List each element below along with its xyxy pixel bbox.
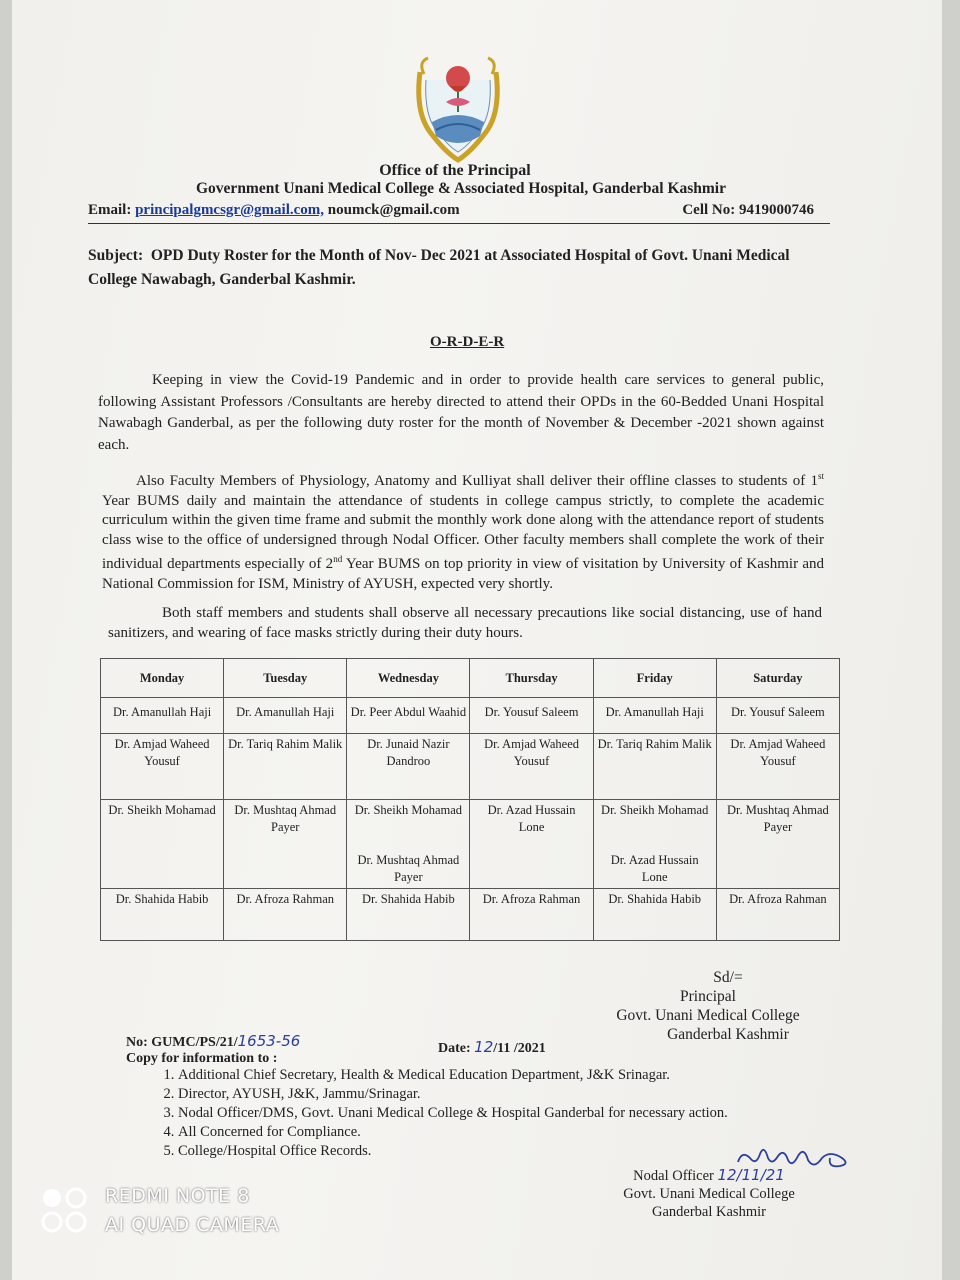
roster-cell: Dr. Sheikh Mohamad [593, 800, 716, 850]
roster-cell: Dr. Shahida Habib [347, 888, 470, 940]
table-row [101, 888, 840, 940]
signatory-place: Ganderbal Kashmir [667, 1026, 789, 1043]
order-date: Date: 12/11 /2021 [438, 1038, 546, 1056]
roster-cell: Dr. Mushtaq Ahmad Payer [716, 800, 839, 850]
table-row [101, 800, 840, 850]
camera-watermark-icon [40, 1186, 90, 1234]
email-label: Email: [88, 202, 132, 218]
day-header: Monday [101, 659, 224, 698]
list-item: 5. College/Hospital Office Records. [178, 1142, 878, 1161]
table-row [101, 850, 840, 889]
roster-cell [224, 850, 347, 889]
roster-cell: Dr. Amjad Waheed Yousuf [716, 734, 839, 800]
roster-cell: Dr. Tariq Rahim Malik [593, 734, 716, 800]
day-header: Friday [593, 659, 716, 698]
signatory-org: Govt. Unani Medical College [616, 1007, 800, 1024]
day-header: Thursday [470, 659, 593, 698]
principal-signature-block [598, 968, 818, 1044]
subject-label: Subject: [88, 247, 144, 264]
roster-cell: Dr. Amjad Waheed Yousuf [101, 734, 224, 800]
list-item: 4. All Concerned for Compliance. [178, 1123, 878, 1142]
cell-number: Cell No: 9419000746 [682, 202, 814, 218]
contact-line [88, 202, 828, 219]
office-heading: Office of the Principal [379, 162, 531, 179]
handwritten-ref: 1653-56 [237, 1032, 301, 1050]
sd-mark: Sd/= [713, 969, 743, 986]
list-item: 3. Nodal Officer/DMS, Govt. Unani Medical College & Hospital Ganderbal for necessary action. [178, 1104, 878, 1123]
handwritten-nodal-date: 12/11/21 [717, 1166, 785, 1184]
roster-cell: Dr. Yousuf Saleem [716, 698, 839, 734]
duty-roster-table [100, 658, 840, 941]
roster-cell: Dr. Mushtaq Ahmad Payer [347, 850, 470, 889]
roster-cell: Dr. Yousuf Saleem [470, 698, 593, 734]
roster-cell: Dr. Amjad Waheed Yousuf [470, 734, 593, 800]
roster-cell: Dr. Azad Hussain Lone [470, 800, 593, 850]
day-header: Wednesday [347, 659, 470, 698]
roster-cell: Dr. Peer Abdul Waahid [347, 698, 470, 734]
roster-cell: Dr. Mushtaq Ahmad Payer [224, 800, 347, 850]
roster-header-row [101, 659, 840, 698]
nodal-officer-block [604, 1166, 814, 1221]
copy-label: Copy for information to : [126, 1051, 278, 1066]
state-emblem-icon [410, 52, 506, 164]
roster-cell: Dr. Afroza Rahman [224, 888, 347, 940]
paragraph-2: Also Faculty Members of Physiology, Anatomy and Kulliyat shall deliver their offline classes to students of 1st Year BUMS daily and maintain the attendance of students in college campus strictly, to complete the academic curriculum within the given time frame and submit the monthly work done along with the attendance report of students class wise to the office of undersigned through Nodal Officer. Other faculty members shall complete the work of their individual departments especially of 2nd Year BUMS on top priority in view of visitation by University of Kashmir and National Commission for ISM, Ministry of AYUSH, expected very shortly. [102, 471, 824, 592]
roster-cell: Dr. Shahida Habib [101, 888, 224, 940]
subject-text: OPD Duty Roster for the Month of Nov- Dec 2021 at Associated Hospital of Govt. Unani Medical College Nawabagh, Ganderbal Kashmir. [88, 247, 790, 288]
roster-cell: Dr. Afroza Rahman [716, 888, 839, 940]
table-row [101, 698, 840, 734]
order-title: O-R-D-E-R [430, 334, 505, 350]
camera-watermark [105, 1182, 279, 1240]
email-link-principal[interactable]: principalgmcsgr@gmail.com, [135, 202, 325, 218]
handwritten-date: 12 [474, 1038, 494, 1056]
table-row [101, 734, 840, 800]
watermark-line-2: AI QUAD CAMERA [105, 1214, 280, 1236]
roster-cell: Dr. Amanullah Haji [101, 698, 224, 734]
roster-cell: Dr. Afroza Rahman [470, 888, 593, 940]
nodal-place: Ganderbal Kashmir [652, 1204, 766, 1220]
roster-cell: Dr. Sheikh Mohamad [347, 800, 470, 850]
roster-cell: Dr. Shahida Habib [593, 888, 716, 940]
paragraph-1: Keeping in view the Covid-19 Pandemic and in order to provide health care services to general public, following Assistant Professors /Consultants are hereby directed to attend their OPDs in the 60-Bedded Unani Hospital Nawabagh Ganderbal, as per the following duty roster for the month of November & December -2021 shown against each. [98, 372, 824, 453]
roster-cell [101, 850, 224, 889]
roster-cell: Dr. Junaid Nazir Dandroo [347, 734, 470, 800]
header-rule [88, 223, 830, 224]
roster-cell: Dr. Amanullah Haji [224, 698, 347, 734]
roster-cell: Dr. Sheikh Mohamad [101, 800, 224, 850]
list-item: 1. Additional Chief Secretary, Health & Medical Education Department, J&K Srinagar. [178, 1066, 878, 1085]
list-item: 2. Director, AYUSH, J&K, Jammu/Srinagar. [178, 1085, 878, 1104]
watermark-line-1: REDMI NOTE 8 [105, 1185, 250, 1207]
roster-cell: Dr. Azad Hussain Lone [593, 850, 716, 889]
reference-number: No: GUMC/PS/21/1653-56 [126, 1032, 301, 1050]
nodal-org: Govt. Unani Medical College [623, 1186, 795, 1202]
college-heading: Government Unani Medical College & Associated Hospital, Ganderbal Kashmir [196, 180, 726, 197]
nodal-title: Nodal Officer [633, 1168, 714, 1184]
paragraph-3: Both staff members and students shall observe all necessary precautions like social distancing, use of hand sanitizers, and wearing of face masks strictly during their duty hours. [108, 605, 822, 641]
roster-cell [470, 850, 593, 889]
subject-line [88, 244, 828, 292]
day-header: Tuesday [224, 659, 347, 698]
signatory-title: Principal [680, 988, 736, 1005]
roster-cell: Dr. Tariq Rahim Malik [224, 734, 347, 800]
email-secondary: noumck@gmail.com [327, 202, 460, 218]
roster-cell [716, 850, 839, 889]
day-header: Saturday [716, 659, 839, 698]
roster-cell: Dr. Amanullah Haji [593, 698, 716, 734]
